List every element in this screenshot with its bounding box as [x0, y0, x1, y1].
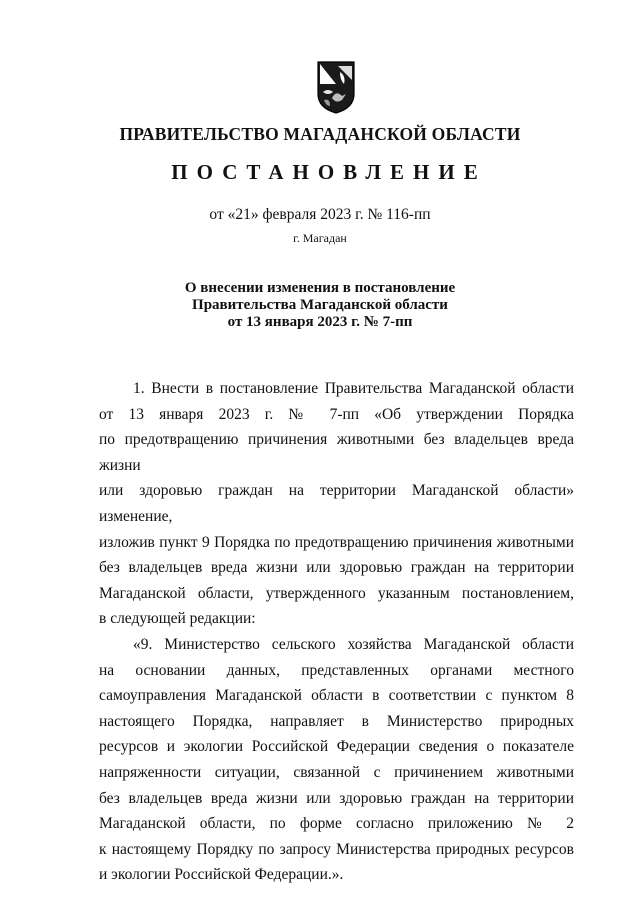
document-body	[99, 376, 574, 888]
document-title	[0, 280, 640, 331]
body-line: к настоящему Порядку по запросу Министерства природных ресурсов	[99, 840, 574, 858]
body-line: напряженности ситуации, связанной с причинением животными	[99, 763, 574, 781]
body-line: Магаданской области, по форме согласно приложению № 2	[99, 815, 574, 833]
body-line: и экологии Российской Федерации.».	[99, 866, 344, 884]
coat-of-arms-icon	[316, 60, 356, 114]
organization-name: ПРАВИТЕЛЬСТВО МАГАДАНСКОЙ ОБЛАСТИ	[119, 124, 521, 144]
title-line: от 13 января 2023 г. № 7-пп	[227, 314, 413, 330]
body-line: изложив пункт 9 Порядка по предотвращению причинения животными	[99, 533, 574, 551]
document-date-number: от «21» февраля 2023 г. № 116-пп	[209, 206, 431, 223]
body-line: от 13 января 2023 г. № 7-пп «Об утверждении Порядка	[99, 405, 574, 423]
body-line: без владельцев вреда жизни или здоровью граждан на территории	[99, 559, 574, 577]
body-line: в следующей редакции:	[99, 610, 256, 628]
body-line: настоящего Порядка, направляет в Министерство природных	[99, 712, 574, 730]
body-line: 1. Внести в постановление Правительства Магаданской области	[133, 380, 574, 397]
body-line: «9. Министерство сельского хозяйства Магаданской области	[133, 635, 574, 653]
title-line: О внесении изменения в постановление	[184, 280, 456, 296]
body-line: самоуправления Магаданской области в соответствии с пунктом 8	[99, 687, 574, 705]
body-line: по предотвращению причинения животными без владельцев вреда жизни	[99, 431, 574, 474]
body-line: или здоровью граждан на территории Магаданской области» изменение,	[99, 482, 574, 525]
document-city: г. Магадан	[293, 231, 347, 245]
body-line: ресурсов и экологии Российской Федерации сведения о показателе	[99, 738, 574, 756]
title-line: Правительства Магаданской области	[192, 297, 448, 313]
body-line: на основании данных, представленных органами местного	[99, 661, 574, 679]
body-line: без владельцев вреда жизни или здоровью граждан на территории	[99, 789, 574, 807]
body-line: Магаданской области, утвержденного указанным постановлением,	[99, 584, 574, 602]
document-type: ПОСТАНОВЛЕНИЕ	[171, 160, 487, 184]
